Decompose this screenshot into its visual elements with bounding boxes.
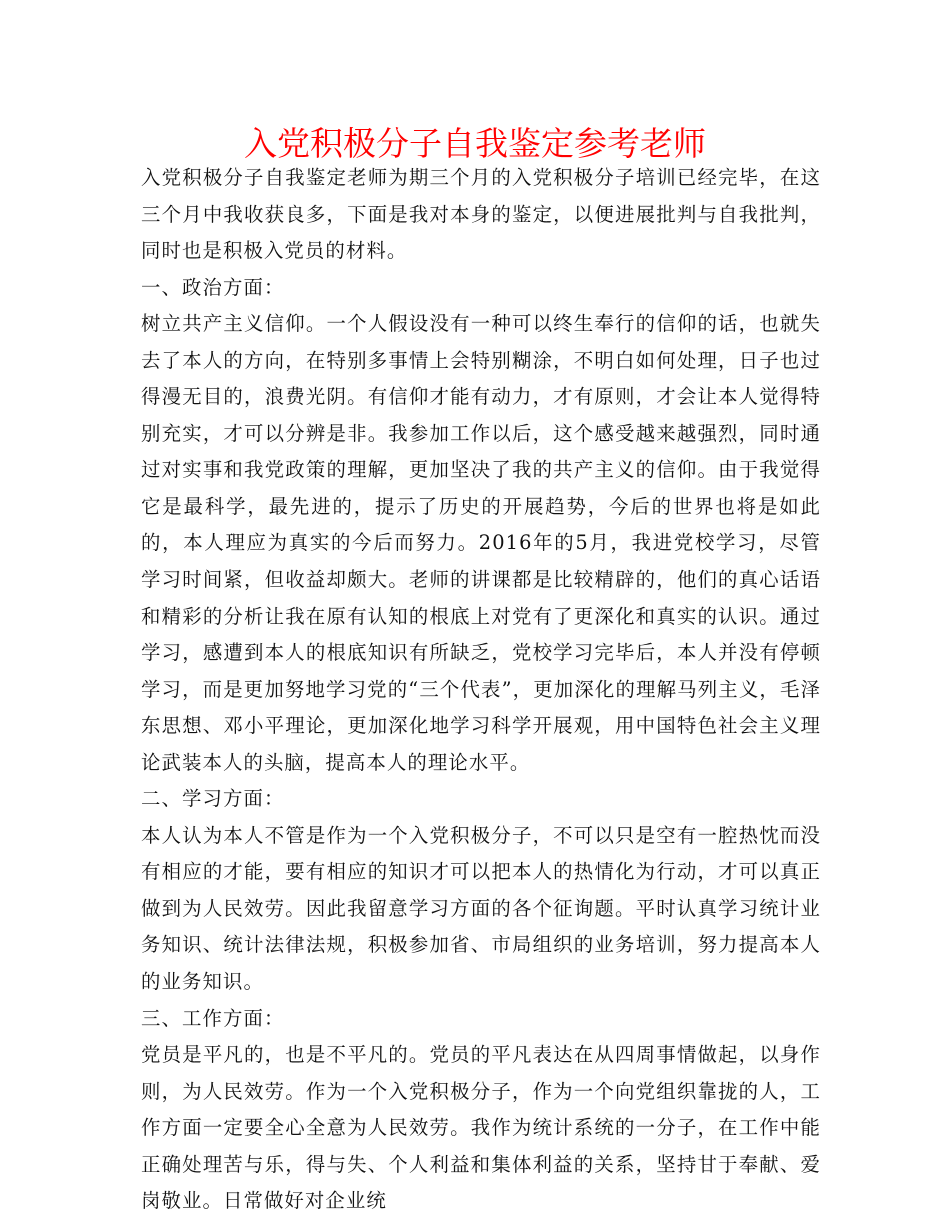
intro-paragraph: 入党积极分子自我鉴定老师为期三个月的入党积极分子培训已经完毕，在这三个月中我收获良多，下面是我对本身的鉴定，以便进展批判与自我批判，同时也是积极入党员的材料。: [141, 166, 821, 263]
document-title: 入党积极分子自我鉴定参考老师: [244, 124, 706, 163]
work-paragraph: 党员是平凡的，也是不平凡的。党员的平凡表达在从四周事情做起，以身作则，为人民效劳。作为一个入党积极分子，作为一个向党组织靠拢的人，工作方面一定要全心全意为人民效劳。我作为统计系统的一分子，在工作中能正确处理苦与乐，得与失、个人利益和集体利益的关系，坚持甘于奉献、爱岗敬业。日常做好对企业统: [141, 1043, 821, 1213]
document-body: [141, 160, 821, 1220]
section-heading-study: 二、学习方面：: [141, 787, 285, 811]
section-heading-work: 三、工作方面：: [141, 1006, 285, 1030]
section-heading-politics: 一、政治方面：: [141, 275, 285, 299]
politics-paragraph: 树立共产主义信仰。一个人假设没有一种可以终生奉行的信仰的话，也就失去了本人的方向，在特别多事情上会特别糊涂，不明白如何处理，日子也过得漫无目的，浪费光阴。有信仰才能有动力，才有原则，才会让本人觉得特别充实，才可以分辨是非。我参加工作以后，这个感受越来越强烈，同时通过对实事和我党政策的理解，更加坚决了我的共产主义的信仰。由于我觉得它是最科学，最先进的，提示了历史的开展趋势，今后的世界也将是如此的，本人理应为真实的今后而努力。2016年的5月，我进党校学习，尽管学习时间紧，但收益却颇大。老师的讲课都是比较精辟的，他们的真心话语和精彩的分析让我在原有认知的根底上对党有了更深化和真实的认识。通过学习，感遭到本人的根底知识有所缺乏，党校学习完毕后，本人并没有停顿学习，而是更加努地学习党的“三个代表”，更加深化的理解马列主义，毛泽东思想、邓小平理论，更加深化地学习科学开展观，用中国特色社会主义理论武装本人的头脑，提高本人的理论水平。: [141, 312, 821, 774]
study-paragraph: 本人认为本人不管是作为一个入党积极分子，不可以只是空有一腔热忱而没有相应的才能，要有相应的知识才可以把本人的热情化为行动，才可以真正做到为人民效劳。因此我留意学习方面的各个征询题。平时认真学习统计业务知识、统计法律法规，积极参加省、市局组织的业务培训，努力提高本人的业务知识。: [141, 823, 821, 994]
